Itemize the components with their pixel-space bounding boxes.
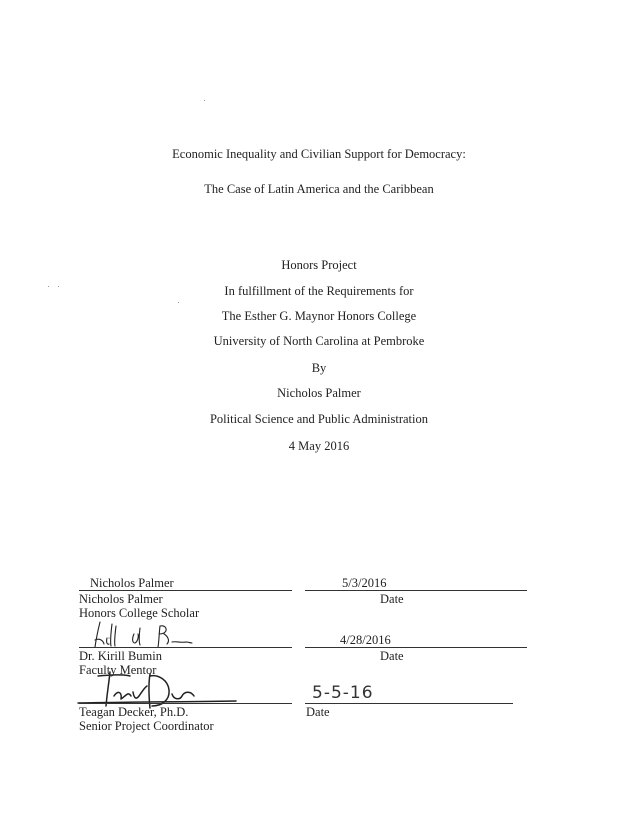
thesis-title-line-2: The Case of Latin America and the Caribbean [204, 182, 434, 196]
coordinator-date-line [305, 703, 513, 704]
coordinator-role: Senior Project Coordinator [79, 719, 214, 733]
scholar-date-line [305, 590, 527, 591]
coordinator-date-value: 5-5-16 [312, 683, 374, 703]
university-name: University of North Carolina at Pembroke [213, 334, 425, 348]
by-label: By [311, 361, 327, 375]
scholar-name: Nicholos Palmer [79, 592, 163, 606]
coordinator-name: Teagan Decker, Ph.D. [79, 705, 189, 719]
thesis-title-line-1: Economic Inequality and Civilian Support for Democracy: [172, 147, 466, 161]
project-type: Honors Project [281, 258, 357, 272]
mentor-date-label: Date [380, 649, 404, 663]
department-name: Political Science and Public Administration [209, 412, 429, 426]
submission-date: 4 May 2016 [288, 439, 350, 453]
mentor-signature-line [79, 647, 292, 648]
scan-speck [204, 100, 205, 101]
scholar-signature-line [79, 590, 292, 591]
mentor-handwritten-signature [92, 616, 222, 650]
mentor-role: Faculty Mentor [79, 663, 157, 677]
mentor-date-line [305, 647, 527, 648]
scholar-date-value: 5/3/2016 [342, 576, 387, 590]
fulfillment-text: In fulfillment of the Requirements for [224, 284, 414, 298]
mentor-name: Dr. Kirill Bumin [79, 649, 162, 663]
mentor-date-value: 4/28/2016 [340, 633, 391, 647]
coordinator-signature-line [79, 703, 292, 704]
author-name: Nicholos Palmer [277, 386, 361, 400]
scan-speck [178, 302, 179, 303]
scholar-date-label: Date [380, 592, 404, 606]
college-name: The Esther G. Maynor Honors College [221, 309, 417, 323]
coordinator-date-label: Date [306, 705, 330, 719]
scholar-role: Honors College Scholar [79, 606, 200, 620]
scholar-signed-name: Nicholos Palmer [90, 576, 174, 590]
